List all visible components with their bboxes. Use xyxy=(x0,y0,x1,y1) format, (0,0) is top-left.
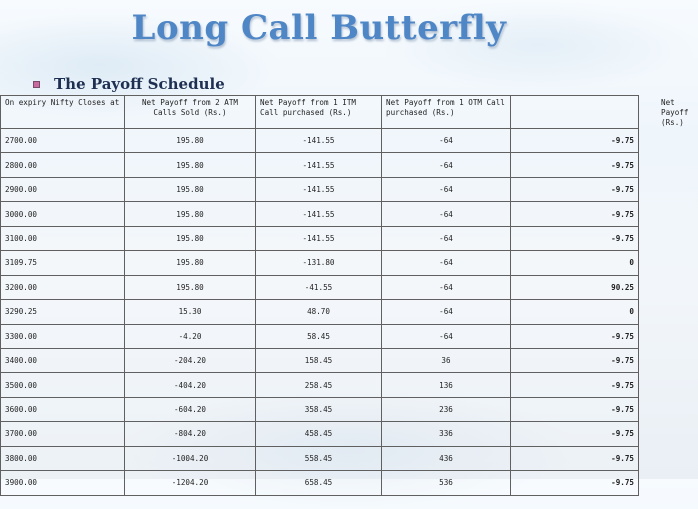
atm-calls-payoff-cell: 195.80 xyxy=(125,177,256,201)
nifty-close-cell: 3600.00 xyxy=(1,397,125,421)
column-header: Net Payoff (Rs.) xyxy=(511,96,639,129)
nifty-close-cell: 3290.25 xyxy=(1,300,125,324)
table-row xyxy=(1,275,639,299)
otm-call-payoff-cell: 436 xyxy=(382,446,511,470)
itm-call-payoff-cell: 158.45 xyxy=(256,348,382,372)
net-payoff-cell: -9.75 xyxy=(511,348,639,372)
nifty-close-cell: 3300.00 xyxy=(1,324,125,348)
itm-call-payoff-cell: 58.45 xyxy=(256,324,382,348)
table-row xyxy=(1,422,639,446)
itm-call-payoff-cell: -141.55 xyxy=(256,153,382,177)
atm-calls-payoff-cell: 195.80 xyxy=(125,153,256,177)
slide-subtitle: The Payoff Schedule xyxy=(54,75,225,93)
itm-call-payoff-cell: 458.45 xyxy=(256,422,382,446)
table-row xyxy=(1,348,639,372)
column-header: Net Payoff from 1 ITM Call purchased (Rs.) xyxy=(256,96,382,129)
net-payoff-cell: -9.75 xyxy=(511,202,639,226)
net-payoff-cell: -9.75 xyxy=(511,153,639,177)
net-payoff-cell: -9.75 xyxy=(511,129,639,153)
net-payoff-cell: -9.75 xyxy=(511,226,639,250)
nifty-close-cell: 3000.00 xyxy=(1,202,125,226)
nifty-close-cell: 3200.00 xyxy=(1,275,125,299)
net-payoff-cell: -9.75 xyxy=(511,324,639,348)
otm-call-payoff-cell: 136 xyxy=(382,373,511,397)
otm-call-payoff-cell: -64 xyxy=(382,324,511,348)
otm-call-payoff-cell: 536 xyxy=(382,471,511,495)
atm-calls-payoff-cell: -1204.20 xyxy=(125,471,256,495)
table-row xyxy=(1,471,639,495)
atm-calls-payoff-cell: 195.80 xyxy=(125,275,256,299)
itm-call-payoff-cell: 258.45 xyxy=(256,373,382,397)
atm-calls-payoff-cell: 195.80 xyxy=(125,226,256,250)
atm-calls-payoff-cell: 195.80 xyxy=(125,129,256,153)
subtitle-row xyxy=(33,74,225,94)
net-payoff-cell: 90.25 xyxy=(511,275,639,299)
net-payoff-cell: -9.75 xyxy=(511,397,639,421)
slide-title: Long Call Butterfly xyxy=(131,8,507,48)
table-row xyxy=(1,226,639,250)
otm-call-payoff-cell: -64 xyxy=(382,202,511,226)
table-row xyxy=(1,129,639,153)
nifty-close-cell: 3700.00 xyxy=(1,422,125,446)
table-row xyxy=(1,177,639,201)
nifty-close-cell: 2900.00 xyxy=(1,177,125,201)
itm-call-payoff-cell: -141.55 xyxy=(256,226,382,250)
payoff-table-body xyxy=(1,129,639,496)
atm-calls-payoff-cell: 195.80 xyxy=(125,251,256,275)
square-bullet-icon xyxy=(33,81,40,88)
nifty-close-cell: 3500.00 xyxy=(1,373,125,397)
table-header-row xyxy=(1,96,639,129)
itm-call-payoff-cell: 48.70 xyxy=(256,300,382,324)
itm-call-payoff-cell: -141.55 xyxy=(256,129,382,153)
payoff-table xyxy=(0,95,689,496)
otm-call-payoff-cell: -64 xyxy=(382,300,511,324)
table-row xyxy=(1,202,639,226)
atm-calls-payoff-cell: -404.20 xyxy=(125,373,256,397)
atm-calls-payoff-cell: -604.20 xyxy=(125,397,256,421)
net-payoff-cell: -9.75 xyxy=(511,471,639,495)
otm-call-payoff-cell: 36 xyxy=(382,348,511,372)
itm-call-payoff-cell: -131.80 xyxy=(256,251,382,275)
table-row xyxy=(1,324,639,348)
otm-call-payoff-cell: -64 xyxy=(382,129,511,153)
otm-call-payoff-cell: -64 xyxy=(382,153,511,177)
otm-call-payoff-cell: -64 xyxy=(382,251,511,275)
atm-calls-payoff-cell: 195.80 xyxy=(125,202,256,226)
nifty-close-cell: 3900.00 xyxy=(1,471,125,495)
nifty-close-cell: 2800.00 xyxy=(1,153,125,177)
net-payoff-cell: 0 xyxy=(511,300,639,324)
itm-call-payoff-cell: -141.55 xyxy=(256,202,382,226)
table-row xyxy=(1,397,639,421)
atm-calls-payoff-cell: -804.20 xyxy=(125,422,256,446)
nifty-close-cell: 3800.00 xyxy=(1,446,125,470)
net-payoff-cell: -9.75 xyxy=(511,422,639,446)
nifty-close-cell: 3100.00 xyxy=(1,226,125,250)
net-payoff-cell: -9.75 xyxy=(511,177,639,201)
otm-call-payoff-cell: -64 xyxy=(382,275,511,299)
atm-calls-payoff-cell: -4.20 xyxy=(125,324,256,348)
column-header: Net Payoff from 1 OTM Call purchased (Rs.) xyxy=(382,96,511,129)
table-row xyxy=(1,251,639,275)
itm-call-payoff-cell: 658.45 xyxy=(256,471,382,495)
net-payoff-cell: 0 xyxy=(511,251,639,275)
itm-call-payoff-cell: -141.55 xyxy=(256,177,382,201)
atm-calls-payoff-cell: 15.30 xyxy=(125,300,256,324)
table-row xyxy=(1,300,639,324)
otm-call-payoff-cell: 336 xyxy=(382,422,511,446)
otm-call-payoff-cell: -64 xyxy=(382,226,511,250)
net-payoff-cell: -9.75 xyxy=(511,446,639,470)
table-row xyxy=(1,153,639,177)
table-row xyxy=(1,446,639,470)
otm-call-payoff-cell: 236 xyxy=(382,397,511,421)
column-header: On expiry Nifty Closes at xyxy=(1,96,125,129)
otm-call-payoff-cell: -64 xyxy=(382,177,511,201)
itm-call-payoff-cell: 358.45 xyxy=(256,397,382,421)
atm-calls-payoff-cell: -204.20 xyxy=(125,348,256,372)
nifty-close-cell: 3400.00 xyxy=(1,348,125,372)
itm-call-payoff-cell: 558.45 xyxy=(256,446,382,470)
net-payoff-cell: -9.75 xyxy=(511,373,639,397)
nifty-close-cell: 3109.75 xyxy=(1,251,125,275)
nifty-close-cell: 2700.00 xyxy=(1,129,125,153)
itm-call-payoff-cell: -41.55 xyxy=(256,275,382,299)
table-row xyxy=(1,373,639,397)
column-header: Net Payoff from 2 ATM Calls Sold (Rs.) xyxy=(125,96,256,129)
atm-calls-payoff-cell: -1004.20 xyxy=(125,446,256,470)
